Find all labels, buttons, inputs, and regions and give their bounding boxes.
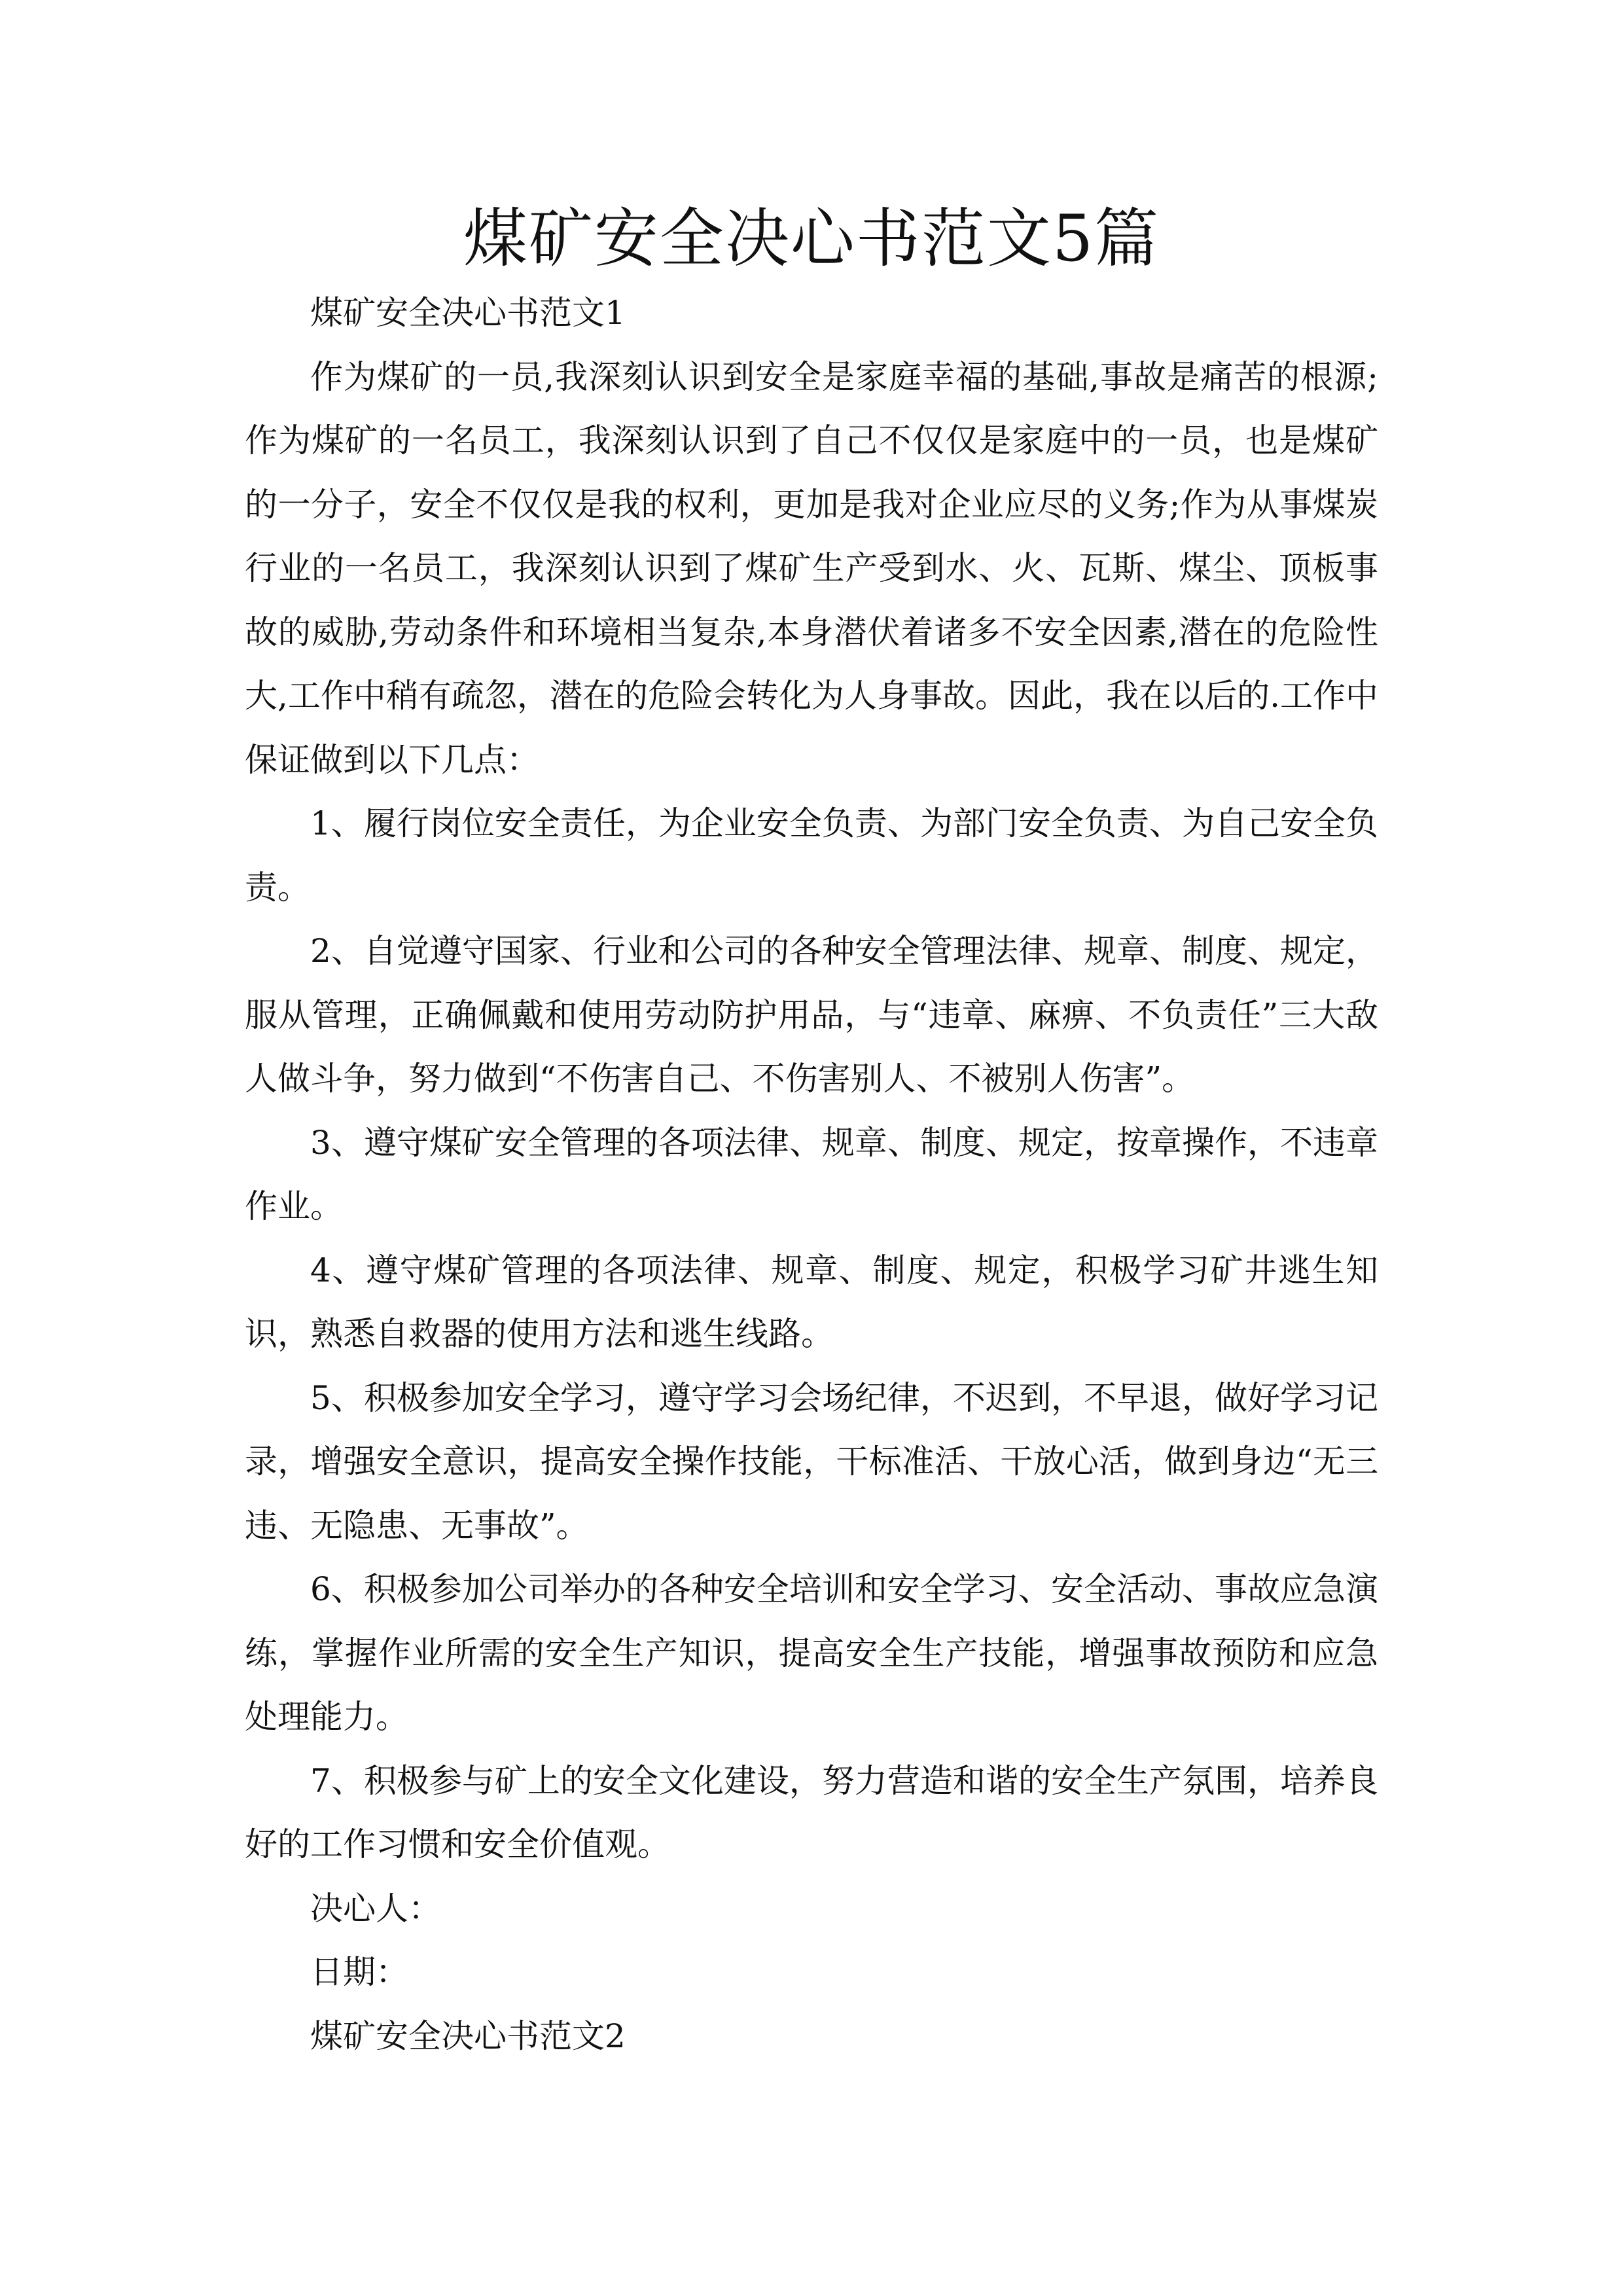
pledge-item-7: 7、积极参与矿上的安全文化建设，努力营造和谐的安全生产氛围，培养良好的工作习惯和安全价值观。 bbox=[245, 1761, 1378, 1863]
pledge-item-2: 2、自觉遵守国家、行业和公司的各种安全管理法律、规章、制度、规定，服从管理，正确佩戴和使用劳动防护用品，与“违章、麻痹、不负责任”三大敌人做斗争，努力做到“不伤害自己、不伤害别人、不被别人伤害”。 bbox=[245, 932, 1378, 1098]
pledge-item-6: 6、积极参加公司举办的各种安全培训和安全学习、安全活动、事故应急演练，掌握作业所需的安全生产知识，提高安全生产技能，增强事故预防和应急处理能力。 bbox=[245, 1570, 1378, 1736]
pledge-item-1: 1、履行岗位安全责任，为企业安全负责、为部门安全负责、为自己安全负责。 bbox=[245, 804, 1378, 906]
pledge-item-3: 3、遵守煤矿安全管理的各项法律、规章、制度、规定，按章操作，不违章作业。 bbox=[245, 1123, 1378, 1225]
intro-paragraph: 作为煤矿的一员,我深刻认识到安全是家庭幸福的基础,事故是痛苦的根源;作为煤矿的一名员工，我深刻认识到了自己不仅仅是家庭中的一员，也是煤矿的一分子，安全不仅仅是我的权利，更加是我对企业应尽的义务;作为从事煤炭行业的一名员工，我深刻认识到了煤矿生产受到水、火、瓦斯、煤尘、顶板事故的威胁,劳动条件和环境相当复杂,本身潜伏着诸多不安全因素,潜在的危险性大,工作中稍有疏忽，潜在的危险会转化为人身事故。因此，我在以后的.工作中保证做到以下几点： bbox=[245, 357, 1378, 779]
section-heading-1: 煤矿安全决心书范文1 bbox=[310, 294, 626, 332]
document-title: 煤矿安全决心书范文5篇 bbox=[463, 202, 1160, 276]
date-label: 日期： bbox=[310, 1953, 408, 1991]
document-body bbox=[245, 281, 1378, 2068]
pledge-item-4: 4、遵守煤矿管理的各项法律、规章、制度、规定，积极学习矿井逃生知识，熟悉自救器的使用方法和逃生线路。 bbox=[245, 1251, 1378, 1353]
section-heading-2: 煤矿安全决心书范文2 bbox=[310, 2017, 626, 2055]
pledge-item-5: 5、积极参加安全学习，遵守学习会场纪律，不迟到，不早退，做好学习记录，增强安全意识，提高安全操作技能，干标准活、干放心活，做到身边“无三违、无隐患、无事故”。 bbox=[245, 1378, 1378, 1545]
signatory-label: 决心人： bbox=[310, 1889, 441, 1928]
